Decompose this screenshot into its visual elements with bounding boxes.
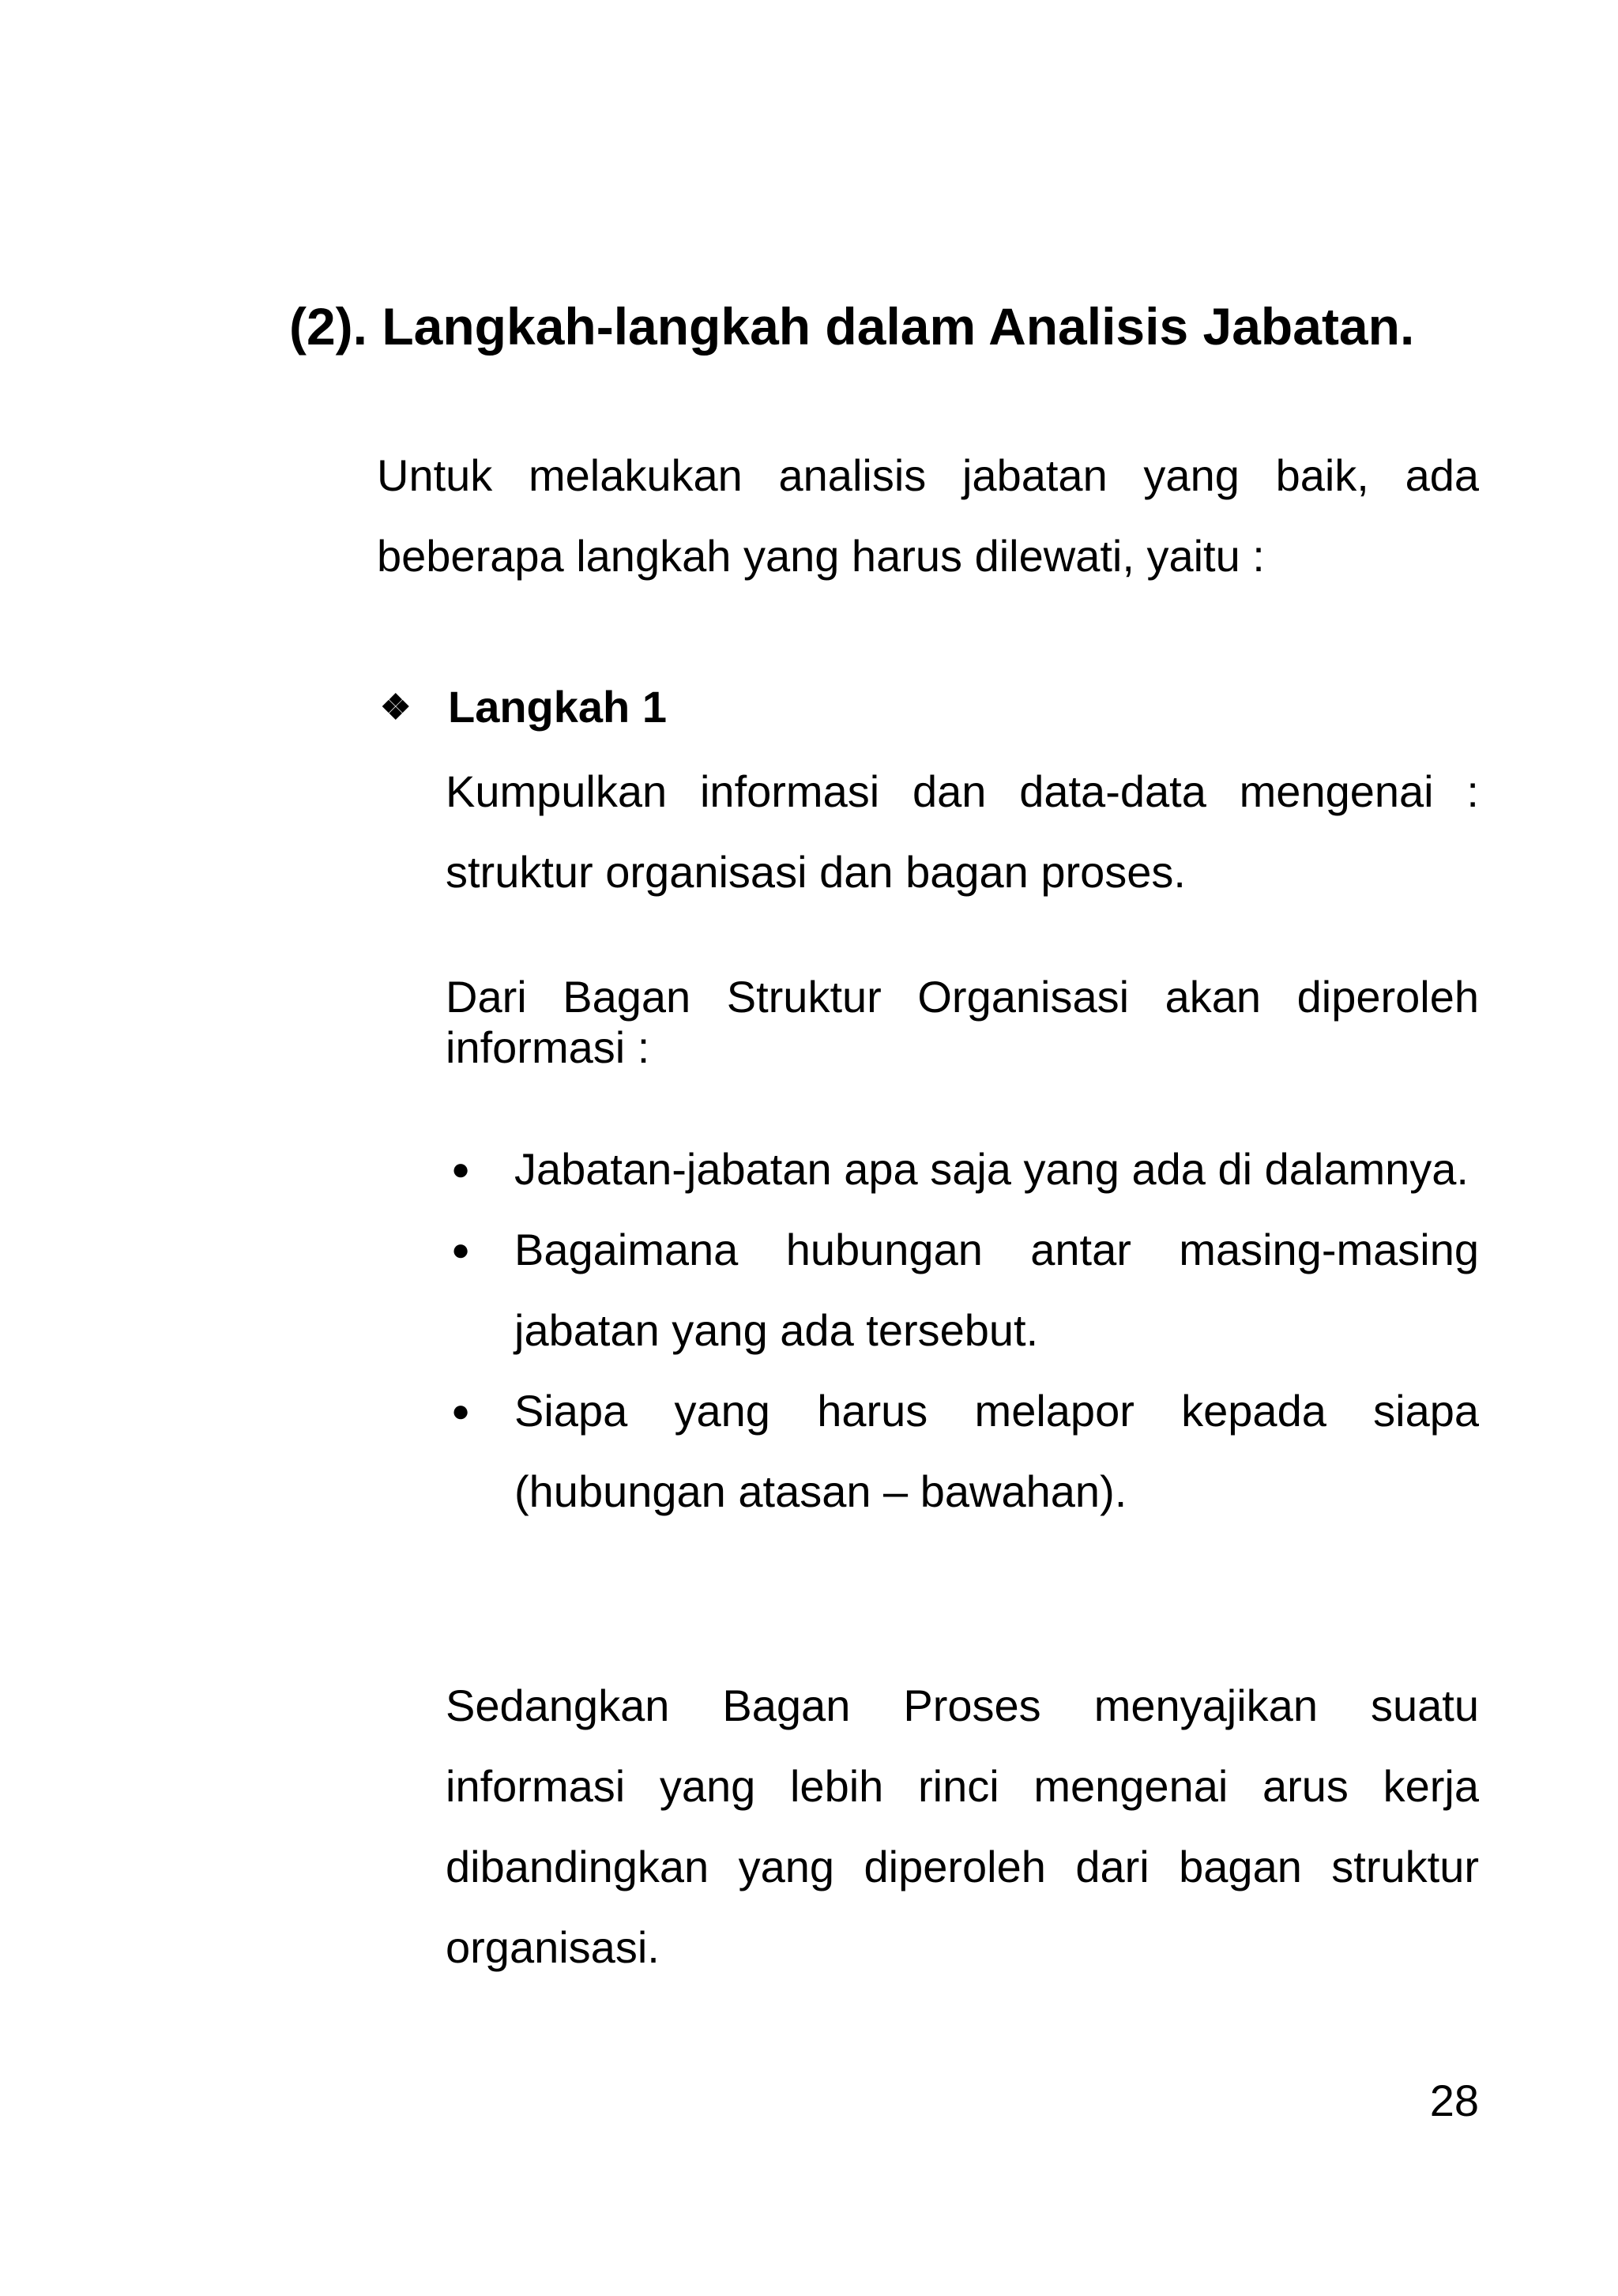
list-item: [446, 1371, 1479, 1532]
page-number: 28: [1429, 2076, 1479, 2125]
diamond-bullet-icon: ❖: [380, 688, 412, 727]
step-title: [380, 676, 667, 740]
bullet-dot-icon: ●: [451, 1152, 471, 1187]
step-paragraph-process-chart: Sedangkan Bagan Proses menyajikan suatu informasi yang lebih rinci mengenai arus kerja dibandingkan yang diperoleh dari bagan struktur organisasi.: [446, 1681, 1479, 1972]
list-item-text: Siapa yang harus melapor kepada siapa (hubungan atasan – bawahan).: [514, 1386, 1479, 1516]
step-paragraph-org-chart: Dari Bagan Struktur Organisasi akan diperoleh informasi :: [446, 972, 1479, 1072]
list-item-text: Bagaimana hubungan antar masing-masing jabatan yang ada tersebut.: [514, 1225, 1479, 1355]
bullet-dot-icon: ●: [451, 1233, 471, 1267]
list-item: [446, 1129, 1479, 1210]
step-paragraph-collect: Kumpulkan informasi dan data-data mengenai : struktur organisasi dan bagan proses.: [446, 766, 1479, 897]
step-title-label: Langkah 1: [448, 682, 667, 732]
intro-paragraph: Untuk melakukan analisis jabatan yang baik, ada beberapa langkah yang harus dilewati, yaitu :: [377, 450, 1479, 581]
info-bullet-list: [446, 1129, 1479, 1532]
list-item-text: Jabatan-jabatan apa saja yang ada di dalamnya.: [514, 1144, 1469, 1194]
list-item: [446, 1210, 1479, 1371]
section-heading: (2). Langkah-langkah dalam Analisis Jabatan.: [289, 297, 1415, 356]
bullet-dot-icon: ●: [451, 1394, 471, 1428]
